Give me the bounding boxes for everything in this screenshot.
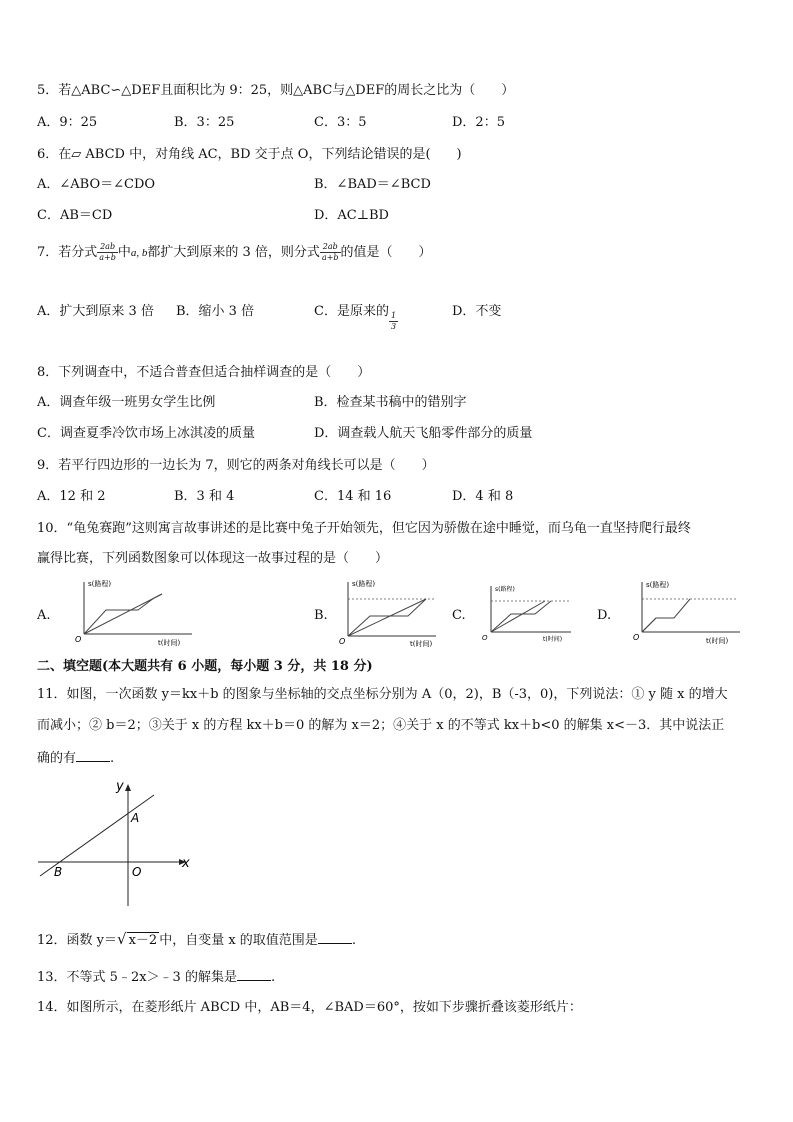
q11-line-graph bbox=[40, 795, 154, 876]
q11-point-a: A bbox=[131, 811, 140, 825]
q11-line3-end: . bbox=[110, 751, 115, 766]
q10-option-b-letter: B. bbox=[314, 608, 328, 623]
q13-answer-blank bbox=[237, 968, 271, 981]
q5-stem: 5．若△ABC∽△DEF且面积比为 9：25，则△ABC与△DEF的周长之比为（ ） bbox=[37, 83, 515, 98]
q10-stem-line1: 10．“龟兔赛跑”这则寓言故事讲述的是比赛中兔子开始领先，但它因为骄傲在途中睡觉，而乌龟一直坚持爬行最终 bbox=[37, 521, 691, 536]
q7-fraction bbox=[97, 242, 118, 263]
q7-stem-d: 的值是（ ） bbox=[340, 245, 432, 260]
q8-option-d: D．调查载人航天飞船零件部分的质量 bbox=[314, 426, 533, 441]
q12-answer-blank bbox=[318, 931, 352, 944]
q6-stem: 6．在▱ ABCD 中，对角线 AC，BD 交于点 O，下列结论错误的是( ) bbox=[37, 147, 462, 162]
q7-stem bbox=[37, 242, 432, 263]
q7-fraction-num: 2ab bbox=[97, 242, 118, 253]
q10-graph-d bbox=[620, 578, 745, 648]
q7-option-b: B．缩小 3 倍 bbox=[176, 304, 255, 319]
q7-fraction-2-den: a+b bbox=[321, 253, 339, 262]
sqrt-icon: √ bbox=[117, 930, 127, 948]
q10-graph-c bbox=[475, 582, 575, 648]
q11-answer-blank bbox=[76, 749, 110, 762]
graph-c-xlabel: t(时间) bbox=[543, 636, 563, 643]
q12-text-a: 12．函数 y＝ bbox=[37, 933, 118, 948]
q7-stem-c: 都扩大到原来的 3 倍，则分式 bbox=[147, 245, 320, 260]
q7-option-c-text: C．是原来的 bbox=[314, 304, 389, 319]
q13-end: . bbox=[270, 970, 276, 985]
q6-option-d: D．AC⊥BD bbox=[314, 208, 389, 223]
q12-radicand: x－2 bbox=[128, 933, 158, 948]
q7-option-c-num: 1 bbox=[390, 311, 397, 320]
q7-option-d: D．不变 bbox=[452, 304, 502, 319]
q8-option-c: C．调查夏季冷饮市场上冰淇凌的质量 bbox=[37, 426, 255, 441]
q9-option-d: D．4 和 8 bbox=[452, 489, 514, 504]
q13-line bbox=[37, 968, 275, 987]
q10-option-a-letter: A. bbox=[37, 608, 51, 623]
graph-b-xlabel: t(时间) bbox=[410, 640, 433, 648]
graph-a-origin: O bbox=[75, 635, 82, 644]
q12-line bbox=[37, 930, 356, 950]
q7-option-c-den: 3 bbox=[390, 322, 397, 331]
q11-figure bbox=[34, 776, 199, 911]
q10-graph-a bbox=[60, 576, 195, 650]
graph-d-turtle-line bbox=[642, 599, 690, 632]
q11-origin: O bbox=[132, 865, 142, 879]
q10-stem-line2: 赢得比赛，下列函数图象可以体现这一故事过程的是（ ） bbox=[37, 551, 389, 566]
graph-a-turtle-line bbox=[84, 594, 162, 634]
graph-c-ylabel: s(路程) bbox=[495, 586, 515, 593]
graph-d-xlabel: t(时间) bbox=[706, 637, 729, 645]
q7-vars: a, b bbox=[130, 247, 148, 259]
graph-b-ylabel: s(路程) bbox=[352, 580, 376, 588]
q11-line3 bbox=[37, 749, 114, 768]
graph-d-ylabel: s(路程) bbox=[646, 581, 670, 589]
q7-stem-a: 7．若分式 bbox=[37, 245, 98, 260]
q7-fraction-2-num: 2ab bbox=[320, 242, 341, 253]
q12-end: . bbox=[351, 933, 356, 948]
graph-c-origin: O bbox=[482, 634, 488, 642]
q14-text: 14．如图所示，在菱形纸片 ABCD 中，AB＝4，∠BAD＝60°，按如下步骤折叠该菱形纸片： bbox=[37, 1000, 582, 1015]
q8-option-b: B．检查某书稿中的错别字 bbox=[314, 395, 467, 410]
q6-option-a: A．∠ABO＝∠CDO bbox=[37, 177, 156, 192]
q8-stem: 8．下列调查中，不适合普查但适合抽样调查的是（ ） bbox=[37, 365, 371, 380]
q9-stem: 9．若平行四边形的一边长为 7，则它的两条对角线长可以是（ ） bbox=[37, 458, 435, 473]
q11-line1: 11．如图，一次函数 y＝kx＋b 的图象与坐标轴的交点坐标分别为 A（0，2)，B（-3，0)，下列说法：① y 随 x 的增大 bbox=[37, 687, 728, 702]
q5-option-d: D．2：5 bbox=[452, 115, 505, 130]
graph-b-origin: O bbox=[339, 637, 346, 646]
q11-y-arrow bbox=[125, 784, 131, 791]
q13-text: 13．不等式 5﹣2x＞﹣3 的解集是 bbox=[37, 970, 237, 985]
graph-d-start-line bbox=[642, 618, 656, 632]
q7-fraction-den: a+b bbox=[99, 253, 116, 262]
q11-y-label: y bbox=[116, 779, 124, 794]
q7-option-c bbox=[314, 303, 398, 332]
q9-option-c: C．14 和 16 bbox=[314, 489, 392, 504]
q10-option-c-letter: C. bbox=[452, 608, 466, 623]
q9-option-b: B．3 和 4 bbox=[174, 489, 235, 504]
q5-option-c: C．3：5 bbox=[314, 115, 367, 130]
q5-option-b: B．3：25 bbox=[174, 115, 235, 130]
q8-option-a: A．调查年级一班男女学生比例 bbox=[37, 395, 216, 410]
q5-option-a: A．9：25 bbox=[37, 115, 98, 130]
section2-title: 二、填空题(本大题共有 6 小题，每小题 3 分，共 18 分) bbox=[37, 659, 373, 674]
graph-a-ylabel: s(路程) bbox=[88, 580, 112, 588]
q6-option-c: C．AB＝CD bbox=[37, 208, 113, 223]
q7-stem-b: 中 bbox=[117, 245, 131, 260]
graph-b-turtle-line bbox=[348, 599, 426, 636]
q7-option-c-fraction bbox=[389, 311, 398, 332]
q7-fraction-2 bbox=[320, 242, 341, 263]
q10-option-d-letter: D. bbox=[597, 608, 612, 623]
q7-option-a: A．扩大到原来 3 倍 bbox=[37, 304, 154, 319]
q11-x-label: x bbox=[182, 856, 190, 871]
q10-graph-b bbox=[330, 576, 440, 650]
q9-option-a: A．12 和 2 bbox=[37, 489, 106, 504]
graph-a-xlabel: t(时间) bbox=[158, 639, 181, 647]
q11-line3-text: 确的有 bbox=[37, 751, 77, 766]
q11-point-b: B bbox=[54, 865, 63, 879]
graph-d-origin: O bbox=[633, 633, 640, 642]
q6-option-b: B．∠BAD＝∠BCD bbox=[314, 177, 431, 192]
graph-c-turtle-line bbox=[491, 601, 545, 632]
q12-text-b: 中，自变量 x 的取值范围是 bbox=[159, 933, 318, 948]
q11-line2: 而减小；② b＝2；③关于 x 的方程 kx＋b＝0 的解为 x＝2；④关于 x 的不等式 kx＋b<0 的解集 x<－3．其中说法正 bbox=[37, 718, 725, 733]
